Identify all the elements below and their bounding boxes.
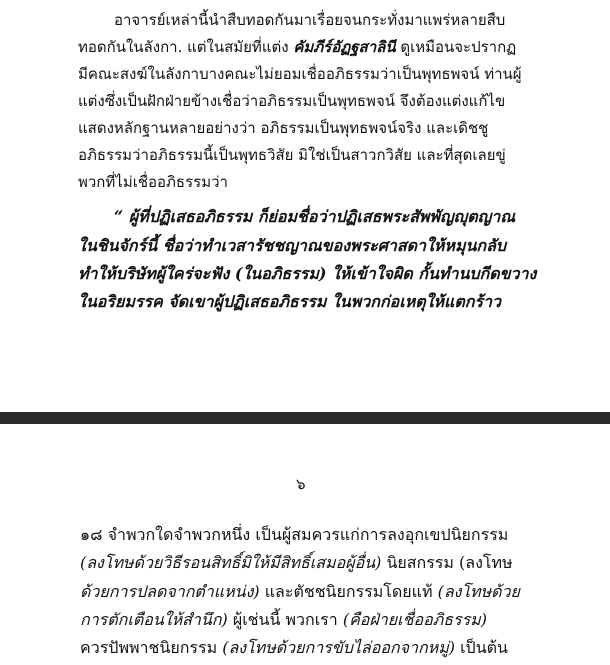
footnote-line: [80, 579, 520, 605]
footnote-text: ผู้เช่นนี้ พวกเรา: [227, 610, 343, 629]
footnote-gloss: (ลงโทษด้วยวิธีรอนสิทธิ์มิให้มีสิทธิ์เสมอผู้อื่น): [80, 553, 382, 572]
paragraph-line: อาจารย์เหล่านี้นำสืบทอดกันมาเรื่อยจนกระทั่งมาแพร่หลายสืบ: [114, 11, 506, 29]
book-title: คัมภีร์อัฏฐสาลินี: [293, 38, 396, 56]
footnote-gloss: การตักเตือนให้สำนึก): [80, 610, 228, 629]
footnote-text: และตัชชนิยกรรมโดยแท้: [259, 582, 438, 601]
footnote-line: [80, 550, 513, 576]
paragraph-line-tail: ดูเหมือนจะปรากฏ: [395, 38, 517, 56]
footnote-line: [80, 635, 508, 661]
footnote-gloss: ด้วยการปลดจากตำแหน่ง): [80, 582, 260, 601]
footnote-gloss: (คือฝ่ายเชื่ออภิธรรม): [342, 610, 487, 629]
paragraph-line: [78, 36, 516, 58]
footnote-text: ควรปัพพาชนิยกรรม: [80, 638, 223, 657]
lower-page: [0, 424, 610, 665]
paragraph-line: พวกที่ไม่เชื่ออภิธรรมว่า: [78, 173, 228, 191]
paragraph-line: แต่งซึ่งเป็นฝักฝ่ายข้างเชื่อว่าอภิธรรมเป็นพุทธพจน์ จึงต้องแต่งแก้ไข: [78, 92, 506, 110]
paragraph-line: มีคณะสงฆ์ในลังกาบางคณะไม่ยอมเชื่ออภิธรรมว่าเป็นพุทธพจน์ ท่านผู้: [78, 65, 522, 83]
quote-line: ในชินจักร์นี้ ชื่อว่าทำเวสารัชชญาณของพระศาสดาให้หมุนกลับ: [78, 236, 507, 255]
quote-line: ในอริยมรรค จัดเขาผู้ปฏิเสธอภิธรรม ในพวกก่อเหตุให้แตกร้าว: [78, 292, 501, 311]
page-separator: [0, 412, 610, 424]
paragraph-line-head: ทอดกันในลังกา. แต่ในสมัยที่แต่ง: [78, 38, 294, 56]
footnote-text: นิยสกรรม (ลงโทษ: [381, 553, 513, 572]
quote-line: “ ผู้ที่ปฏิเสธอภิธรรม ก็ย่อมชื่อว่าปฏิเสธพระสัพพัญญุตญาณ: [114, 207, 516, 226]
footnote-line: [80, 607, 487, 633]
footnote-line: ๑๘ จำพวกใดจำพวกหนึ่ง เป็นผู้สมควรแก่การลงอุกเขปนิยกรรม: [80, 525, 509, 544]
footnote-gloss: (ลงโทษด้วยการขับไล่ออกจากหมู่): [222, 638, 455, 657]
quote-line: ทำให้บริษัทผู้ใคร่จะฟัง (ในอภิธรรม) ให้เข้าใจผิด กั้นทำนบกีดขวาง: [78, 264, 537, 283]
footnote-gloss: (ลงโทษด้วย: [437, 582, 520, 601]
page-number: ๖: [296, 475, 306, 493]
footnote-text: เป็นต้น: [455, 638, 508, 657]
paragraph-line: แสดงหลักฐานหลายอย่างว่า อภิธรรมเป็นพุทธพจน์จริง และเดิชชู: [78, 119, 489, 137]
paragraph-line: อภิธรรมว่าอภิธรรมนี้เป็นพุทธวิสัย มิใช่เป็นสาวกวิสัย และที่สุดเลยขู่: [78, 146, 506, 164]
